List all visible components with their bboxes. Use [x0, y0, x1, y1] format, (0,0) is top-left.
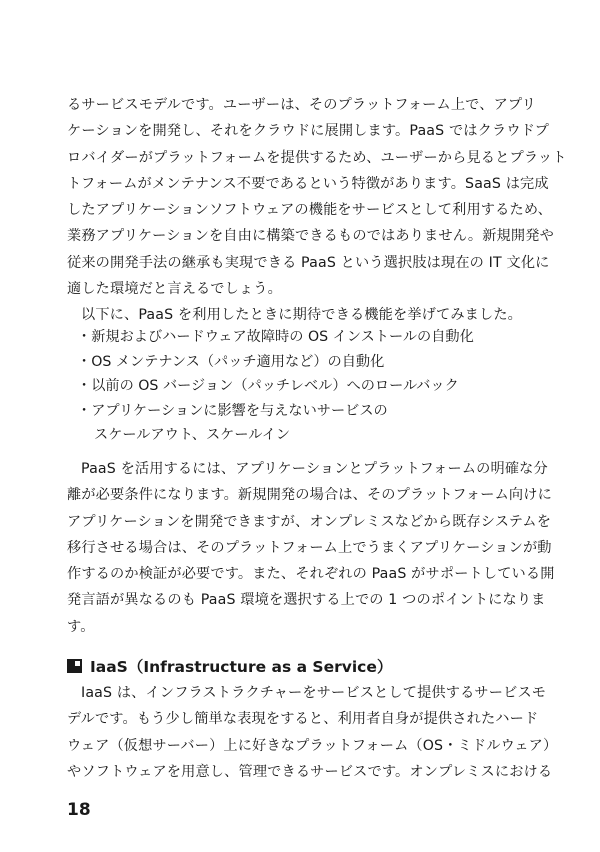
feature-bullet-list [77, 325, 537, 448]
text-line: 発言語が異なるのも PaaS 環境を選択する上での 1 つのポイントになりま [67, 592, 546, 609]
section-heading-text: IaaS（Infrastructure as a Service） [90, 658, 393, 676]
text-line: す。 [67, 618, 95, 635]
text-line: ロバイダーがプラットフォームを提供するため、ユーザーから見るとプラット [67, 149, 567, 166]
paragraph-paas-intro [67, 92, 567, 329]
text-line: PaaS を活用するには、アプリケーションとプラットフォームの明確な分 [81, 461, 548, 477]
text-line: 適した環境だと言えるでしょう。 [67, 281, 282, 298]
list-item: ・アプリケーションに影響を与えないサービスの [77, 402, 388, 419]
section-heading [67, 653, 392, 679]
list-item: ・以前の OS バージョン（パッチレベル）へのロールバック [77, 378, 459, 395]
text-line: ウェア（仮想サーバー）上に好きなプラットフォーム（OS・ミドルウェア） [67, 737, 558, 754]
text-line: 以下に、PaaS を利用したときに期待できる機能を挙げてみました。 [81, 307, 523, 324]
text-line: IaaS は、インフラストラクチャーをサービスとして提供するサービスモ [81, 685, 547, 701]
text-line: 作するのか検証が必要です。また、それぞれの PaaS がサポートしている開 [67, 566, 555, 583]
page-number: 18 [67, 800, 91, 820]
list-item-continuation: スケールアウト、スケールイン [94, 427, 291, 444]
text-line: やソフトウェアを用意し、管理できるサービスです。オンプレミスにおける [67, 763, 553, 780]
list-item: ・OS メンテナンス（パッチ適用など）の自動化 [77, 353, 385, 370]
text-line: 業務アプリケーションを自由に構築できるものではありません。新規開発や [67, 228, 554, 245]
text-line: 移行させる場合は、そのプラットフォーム上でうまくアプリケーションが動 [67, 539, 552, 556]
list-item: ・新規およびハードウェア故障時の OS インストールの自動化 [77, 329, 474, 345]
text-line: したアプリケーションソフトウェアの機能をサービスとして利用するため、 [67, 202, 552, 219]
text-line: デルです。もう少し簡単な表現をすると、利用者自身が提供されたハード [67, 711, 539, 728]
text-line: るサービスモデルです。ユーザーは、そのプラットフォーム上で、アプリ [67, 97, 537, 113]
text-line: アプリケーションを開発できますが、オンプレミスなどから既存システムを [67, 513, 552, 530]
text-line: 離が必要条件になります。新規開発の場合は、そのプラットフォーム向けに [67, 487, 552, 504]
text-line: ケーションを開発し、それをクラウドに展開します。PaaS ではクラウドプ [67, 123, 549, 140]
text-line: 従来の開発手法の継承も実現できる PaaS という選択肢は現在の IT 文化に [67, 254, 550, 271]
text-line: トフォームがメンテナンス不要であるという特徴があります。SaaS は完成 [67, 175, 549, 192]
paragraph-paas-usage [67, 456, 555, 640]
heading-square-icon [67, 659, 82, 673]
paragraph-iaas-intro [67, 680, 558, 785]
